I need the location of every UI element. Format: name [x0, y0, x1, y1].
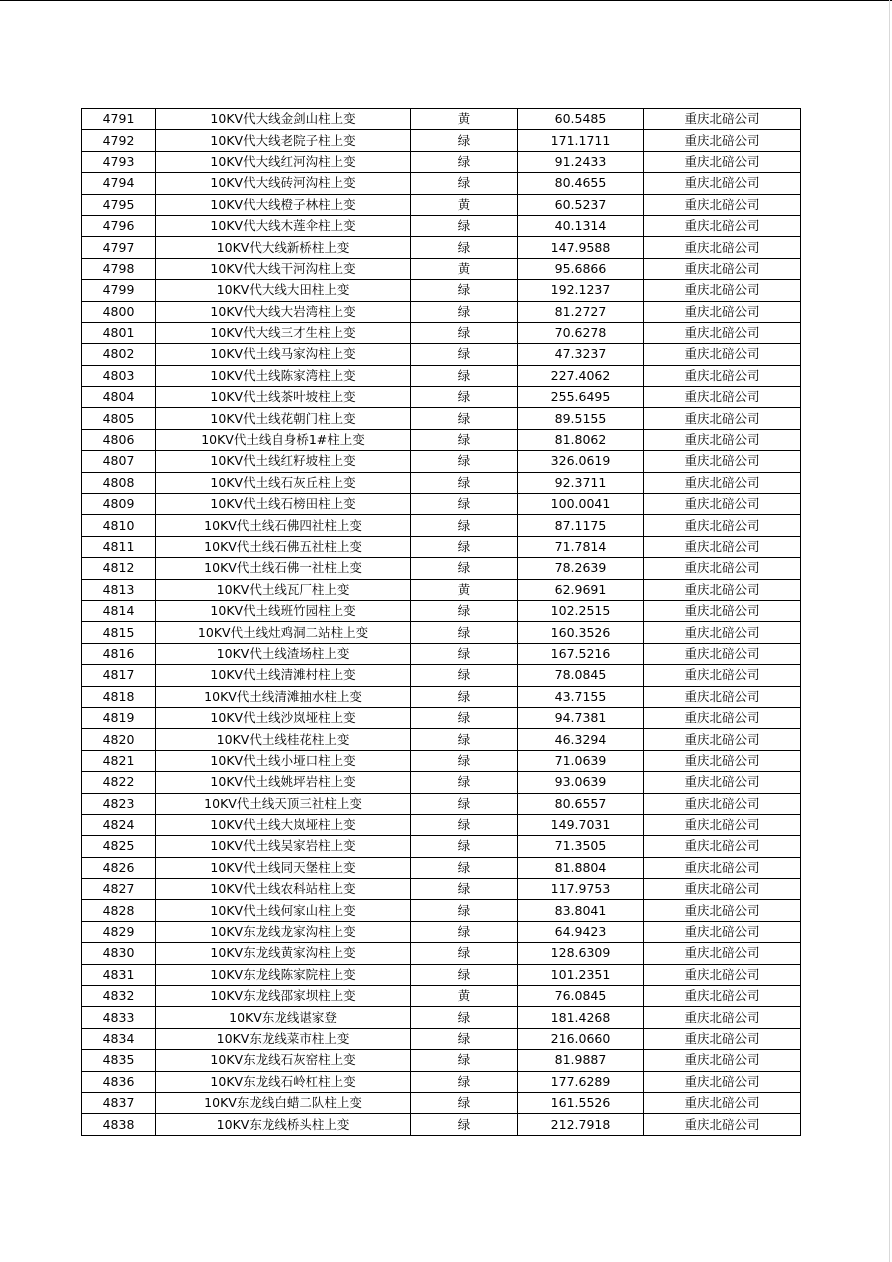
transformer-name-cell: 10KV代大线三才生柱上变	[156, 322, 411, 343]
transformer-name-cell: 10KV代土线自身桥1#柱上变	[156, 429, 411, 450]
row-number-cell: 4810	[82, 515, 156, 536]
status-color-cell: 绿	[411, 750, 518, 771]
status-color-cell: 绿	[411, 814, 518, 835]
row-number-cell: 4831	[82, 964, 156, 985]
status-color-cell: 绿	[411, 536, 518, 557]
value-cell: 128.6309	[518, 943, 644, 964]
company-cell: 重庆北碚公司	[644, 558, 801, 579]
table-row	[82, 921, 801, 942]
row-number-cell: 4821	[82, 750, 156, 771]
row-number-cell: 4819	[82, 707, 156, 728]
row-number-cell: 4793	[82, 151, 156, 172]
transformer-name-cell: 10KV代土线桂花柱上变	[156, 729, 411, 750]
status-color-cell: 绿	[411, 472, 518, 493]
row-number-cell: 4805	[82, 408, 156, 429]
transformer-name-cell: 10KV代土线班竹园柱上变	[156, 600, 411, 621]
company-cell: 重庆北碚公司	[644, 921, 801, 942]
table-row	[82, 943, 801, 964]
value-cell: 81.8804	[518, 857, 644, 878]
status-color-cell: 绿	[411, 515, 518, 536]
value-cell: 40.1314	[518, 215, 644, 236]
row-number-cell: 4797	[82, 237, 156, 258]
table-row	[82, 793, 801, 814]
table-row	[82, 750, 801, 771]
row-number-cell: 4801	[82, 322, 156, 343]
row-number-cell: 4834	[82, 1028, 156, 1049]
transformer-name-cell: 10KV东龙线龙家沟柱上变	[156, 921, 411, 942]
company-cell: 重庆北碚公司	[644, 622, 801, 643]
table-row	[82, 707, 801, 728]
company-cell: 重庆北碚公司	[644, 750, 801, 771]
status-color-cell: 绿	[411, 151, 518, 172]
status-color-cell: 绿	[411, 365, 518, 386]
value-cell: 93.0639	[518, 772, 644, 793]
transformer-name-cell: 10KV代大线大田柱上变	[156, 280, 411, 301]
table-row	[82, 151, 801, 172]
page-top-border	[0, 0, 892, 1]
transformer-name-cell: 10KV东龙线邵家坝柱上变	[156, 986, 411, 1007]
transformer-name-cell: 10KV东龙线白蜡二队柱上变	[156, 1092, 411, 1113]
status-color-cell: 绿	[411, 1028, 518, 1049]
value-cell: 81.8062	[518, 429, 644, 450]
table-row	[82, 665, 801, 686]
value-cell: 216.0660	[518, 1028, 644, 1049]
status-color-cell: 绿	[411, 1007, 518, 1028]
status-color-cell: 绿	[411, 1071, 518, 1092]
status-color-cell: 绿	[411, 600, 518, 621]
value-cell: 212.7918	[518, 1114, 644, 1135]
value-cell: 91.2433	[518, 151, 644, 172]
row-number-cell: 4837	[82, 1092, 156, 1113]
transformer-name-cell: 10KV代土线清滩抽水柱上变	[156, 686, 411, 707]
status-color-cell: 绿	[411, 943, 518, 964]
company-cell: 重庆北碚公司	[644, 387, 801, 408]
value-cell: 192.1237	[518, 280, 644, 301]
transformer-name-cell: 10KV东龙线石灰窑柱上变	[156, 1050, 411, 1071]
company-cell: 重庆北碚公司	[644, 173, 801, 194]
value-cell: 92.3711	[518, 472, 644, 493]
company-cell: 重庆北碚公司	[644, 643, 801, 664]
value-cell: 43.7155	[518, 686, 644, 707]
company-cell: 重庆北碚公司	[644, 301, 801, 322]
value-cell: 78.2639	[518, 558, 644, 579]
value-cell: 47.3237	[518, 344, 644, 365]
company-cell: 重庆北碚公司	[644, 344, 801, 365]
status-color-cell: 绿	[411, 964, 518, 985]
status-color-cell: 绿	[411, 643, 518, 664]
company-cell: 重庆北碚公司	[644, 857, 801, 878]
transformer-name-cell: 10KV代土线花朝门柱上变	[156, 408, 411, 429]
transformer-name-cell: 10KV代土线灶鸡洞二站柱上变	[156, 622, 411, 643]
transformer-name-cell: 10KV代大线大岩湾柱上变	[156, 301, 411, 322]
status-color-cell: 绿	[411, 215, 518, 236]
row-number-cell: 4807	[82, 451, 156, 472]
table-row	[82, 451, 801, 472]
status-color-cell: 绿	[411, 558, 518, 579]
company-cell: 重庆北碚公司	[644, 772, 801, 793]
status-color-cell: 绿	[411, 322, 518, 343]
table-row	[82, 194, 801, 215]
transformer-name-cell: 10KV代土线农科站柱上变	[156, 879, 411, 900]
table-row	[82, 472, 801, 493]
status-color-cell: 绿	[411, 729, 518, 750]
company-cell: 重庆北碚公司	[644, 1114, 801, 1135]
row-number-cell: 4806	[82, 429, 156, 450]
transformer-name-cell: 10KV代土线大岚垭柱上变	[156, 814, 411, 835]
status-color-cell: 绿	[411, 857, 518, 878]
value-cell: 80.4655	[518, 173, 644, 194]
table-row	[82, 130, 801, 151]
row-number-cell: 4822	[82, 772, 156, 793]
company-cell: 重庆北碚公司	[644, 322, 801, 343]
company-cell: 重庆北碚公司	[644, 1028, 801, 1049]
value-cell: 70.6278	[518, 322, 644, 343]
status-color-cell: 绿	[411, 130, 518, 151]
status-color-cell: 绿	[411, 494, 518, 515]
table-row	[82, 280, 801, 301]
status-color-cell: 绿	[411, 921, 518, 942]
row-number-cell: 4836	[82, 1071, 156, 1092]
company-cell: 重庆北碚公司	[644, 237, 801, 258]
value-cell: 71.0639	[518, 750, 644, 771]
transformer-name-cell: 10KV代土线吴家岩柱上变	[156, 836, 411, 857]
company-cell: 重庆北碚公司	[644, 600, 801, 621]
table-row	[82, 301, 801, 322]
company-cell: 重庆北碚公司	[644, 943, 801, 964]
transformer-name-cell: 10KV东龙线黄家沟柱上变	[156, 943, 411, 964]
company-cell: 重庆北碚公司	[644, 900, 801, 921]
row-number-cell: 4800	[82, 301, 156, 322]
transformer-name-cell: 10KV代土线茶叶坡柱上变	[156, 387, 411, 408]
transformer-name-cell: 10KV代土线马家沟柱上变	[156, 344, 411, 365]
row-number-cell: 4838	[82, 1114, 156, 1135]
transformer-name-cell: 10KV代土线何家山柱上变	[156, 900, 411, 921]
status-color-cell: 绿	[411, 836, 518, 857]
table-row	[82, 237, 801, 258]
transformer-name-cell: 10KV代土线石灰丘柱上变	[156, 472, 411, 493]
row-number-cell: 4815	[82, 622, 156, 643]
company-cell: 重庆北碚公司	[644, 1092, 801, 1113]
table-row	[82, 729, 801, 750]
status-color-cell: 绿	[411, 879, 518, 900]
row-number-cell: 4827	[82, 879, 156, 900]
transformer-table	[81, 108, 801, 1136]
transformer-name-cell: 10KV代大线干河沟柱上变	[156, 258, 411, 279]
value-cell: 87.1175	[518, 515, 644, 536]
transformer-name-cell: 10KV代土线清滩村柱上变	[156, 665, 411, 686]
status-color-cell: 绿	[411, 429, 518, 450]
value-cell: 147.9588	[518, 237, 644, 258]
table-row	[82, 1114, 801, 1135]
transformer-name-cell: 10KV代土线姚坪岩柱上变	[156, 772, 411, 793]
company-cell: 重庆北碚公司	[644, 515, 801, 536]
value-cell: 95.6866	[518, 258, 644, 279]
row-number-cell: 4799	[82, 280, 156, 301]
company-cell: 重庆北碚公司	[644, 194, 801, 215]
row-number-cell: 4795	[82, 194, 156, 215]
row-number-cell: 4825	[82, 836, 156, 857]
table-row	[82, 173, 801, 194]
value-cell: 101.2351	[518, 964, 644, 985]
table-row	[82, 986, 801, 1007]
table-row	[82, 515, 801, 536]
row-number-cell: 4823	[82, 793, 156, 814]
table-row	[82, 344, 801, 365]
row-number-cell: 4832	[82, 986, 156, 1007]
table-row	[82, 387, 801, 408]
company-cell: 重庆北碚公司	[644, 472, 801, 493]
transformer-name-cell: 10KV代大线老院子柱上变	[156, 130, 411, 151]
value-cell: 60.5485	[518, 109, 644, 130]
value-cell: 102.2515	[518, 600, 644, 621]
row-number-cell: 4803	[82, 365, 156, 386]
status-color-cell: 绿	[411, 707, 518, 728]
page-right-edge	[889, 0, 890, 1262]
row-number-cell: 4798	[82, 258, 156, 279]
transformer-name-cell: 10KV代大线红河沟柱上变	[156, 151, 411, 172]
value-cell: 60.5237	[518, 194, 644, 215]
row-number-cell: 4818	[82, 686, 156, 707]
table-row	[82, 322, 801, 343]
company-cell: 重庆北碚公司	[644, 729, 801, 750]
value-cell: 227.4062	[518, 365, 644, 386]
transformer-name-cell: 10KV代土线天顶三社柱上变	[156, 793, 411, 814]
table-body	[82, 109, 801, 1136]
value-cell: 78.0845	[518, 665, 644, 686]
value-cell: 62.9691	[518, 579, 644, 600]
value-cell: 171.1711	[518, 130, 644, 151]
row-number-cell: 4835	[82, 1050, 156, 1071]
table-row	[82, 494, 801, 515]
company-cell: 重庆北碚公司	[644, 836, 801, 857]
company-cell: 重庆北碚公司	[644, 986, 801, 1007]
status-color-cell: 绿	[411, 665, 518, 686]
value-cell: 160.3526	[518, 622, 644, 643]
table-row	[82, 1007, 801, 1028]
table-row	[82, 365, 801, 386]
table-row	[82, 579, 801, 600]
table-row	[82, 109, 801, 130]
row-number-cell: 4824	[82, 814, 156, 835]
value-cell: 83.8041	[518, 900, 644, 921]
status-color-cell: 绿	[411, 280, 518, 301]
company-cell: 重庆北碚公司	[644, 814, 801, 835]
company-cell: 重庆北碚公司	[644, 408, 801, 429]
row-number-cell: 4792	[82, 130, 156, 151]
table-row	[82, 429, 801, 450]
value-cell: 326.0619	[518, 451, 644, 472]
transformer-name-cell: 10KV代大线砖河沟柱上变	[156, 173, 411, 194]
table-row	[82, 772, 801, 793]
table-row	[82, 814, 801, 835]
table-row	[82, 900, 801, 921]
transformer-name-cell: 10KV代大线木莲伞柱上变	[156, 215, 411, 236]
status-color-cell: 绿	[411, 1092, 518, 1113]
row-number-cell: 4791	[82, 109, 156, 130]
row-number-cell: 4812	[82, 558, 156, 579]
table-row	[82, 964, 801, 985]
company-cell: 重庆北碚公司	[644, 1050, 801, 1071]
transformer-name-cell: 10KV代土线红籽坡柱上变	[156, 451, 411, 472]
table-row	[82, 857, 801, 878]
transformer-name-cell: 10KV代土线石佛一社柱上变	[156, 558, 411, 579]
table-row	[82, 600, 801, 621]
value-cell: 71.7814	[518, 536, 644, 557]
row-number-cell: 4802	[82, 344, 156, 365]
row-number-cell: 4816	[82, 643, 156, 664]
company-cell: 重庆北碚公司	[644, 451, 801, 472]
value-cell: 100.0041	[518, 494, 644, 515]
value-cell: 46.3294	[518, 729, 644, 750]
company-cell: 重庆北碚公司	[644, 258, 801, 279]
company-cell: 重庆北碚公司	[644, 879, 801, 900]
company-cell: 重庆北碚公司	[644, 215, 801, 236]
row-number-cell: 4814	[82, 600, 156, 621]
table-row	[82, 643, 801, 664]
transformer-name-cell: 10KV东龙线桥头柱上变	[156, 1114, 411, 1135]
value-cell: 94.7381	[518, 707, 644, 728]
transformer-name-cell: 10KV东龙线陈家院柱上变	[156, 964, 411, 985]
status-color-cell: 黄	[411, 109, 518, 130]
value-cell: 161.5526	[518, 1092, 644, 1113]
transformer-name-cell: 10KV东龙线谌家登	[156, 1007, 411, 1028]
value-cell: 81.2727	[518, 301, 644, 322]
transformer-name-cell: 10KV代土线渣场柱上变	[156, 643, 411, 664]
value-cell: 149.7031	[518, 814, 644, 835]
row-number-cell: 4794	[82, 173, 156, 194]
table-row	[82, 879, 801, 900]
status-color-cell: 绿	[411, 237, 518, 258]
value-cell: 71.3505	[518, 836, 644, 857]
company-cell: 重庆北碚公司	[644, 1007, 801, 1028]
row-number-cell: 4828	[82, 900, 156, 921]
row-number-cell: 4808	[82, 472, 156, 493]
transformer-name-cell: 10KV代土线石榜田柱上变	[156, 494, 411, 515]
value-cell: 64.9423	[518, 921, 644, 942]
row-number-cell: 4813	[82, 579, 156, 600]
row-number-cell: 4826	[82, 857, 156, 878]
company-cell: 重庆北碚公司	[644, 964, 801, 985]
company-cell: 重庆北碚公司	[644, 579, 801, 600]
status-color-cell: 绿	[411, 301, 518, 322]
status-color-cell: 绿	[411, 344, 518, 365]
table-row	[82, 1071, 801, 1092]
company-cell: 重庆北碚公司	[644, 109, 801, 130]
status-color-cell: 绿	[411, 686, 518, 707]
status-color-cell: 黄	[411, 986, 518, 1007]
company-cell: 重庆北碚公司	[644, 365, 801, 386]
company-cell: 重庆北碚公司	[644, 686, 801, 707]
status-color-cell: 黄	[411, 258, 518, 279]
status-color-cell: 黄	[411, 194, 518, 215]
row-number-cell: 4796	[82, 215, 156, 236]
transformer-name-cell: 10KV东龙线菜市柱上变	[156, 1028, 411, 1049]
row-number-cell: 4809	[82, 494, 156, 515]
value-cell: 181.4268	[518, 1007, 644, 1028]
transformer-name-cell: 10KV代土线瓦厂柱上变	[156, 579, 411, 600]
value-cell: 89.5155	[518, 408, 644, 429]
row-number-cell: 4829	[82, 921, 156, 942]
company-cell: 重庆北碚公司	[644, 429, 801, 450]
transformer-name-cell: 10KV代大线金剑山柱上变	[156, 109, 411, 130]
status-color-cell: 绿	[411, 793, 518, 814]
row-number-cell: 4820	[82, 729, 156, 750]
transformer-name-cell: 10KV代土线石佛五社柱上变	[156, 536, 411, 557]
transformer-name-cell: 10KV东龙线石岭杠柱上变	[156, 1071, 411, 1092]
company-cell: 重庆北碚公司	[644, 280, 801, 301]
status-color-cell: 黄	[411, 579, 518, 600]
status-color-cell: 绿	[411, 900, 518, 921]
company-cell: 重庆北碚公司	[644, 151, 801, 172]
table-row	[82, 1028, 801, 1049]
status-color-cell: 绿	[411, 173, 518, 194]
company-cell: 重庆北碚公司	[644, 130, 801, 151]
status-color-cell: 绿	[411, 451, 518, 472]
transformer-name-cell: 10KV代土线陈家湾柱上变	[156, 365, 411, 386]
status-color-cell: 绿	[411, 408, 518, 429]
value-cell: 117.9753	[518, 879, 644, 900]
company-cell: 重庆北碚公司	[644, 793, 801, 814]
company-cell: 重庆北碚公司	[644, 665, 801, 686]
value-cell: 255.6495	[518, 387, 644, 408]
table-row	[82, 1050, 801, 1071]
transformer-name-cell: 10KV代土线石佛四社柱上变	[156, 515, 411, 536]
value-cell: 76.0845	[518, 986, 644, 1007]
company-cell: 重庆北碚公司	[644, 494, 801, 515]
row-number-cell: 4830	[82, 943, 156, 964]
status-color-cell: 绿	[411, 772, 518, 793]
company-cell: 重庆北碚公司	[644, 536, 801, 557]
status-color-cell: 绿	[411, 1114, 518, 1135]
value-cell: 80.6557	[518, 793, 644, 814]
transformer-name-cell: 10KV代土线沙岚垭柱上变	[156, 707, 411, 728]
table-row	[82, 258, 801, 279]
status-color-cell: 绿	[411, 387, 518, 408]
table-row	[82, 215, 801, 236]
company-cell: 重庆北碚公司	[644, 707, 801, 728]
table-row	[82, 622, 801, 643]
value-cell: 167.5216	[518, 643, 644, 664]
status-color-cell: 绿	[411, 1050, 518, 1071]
table-row	[82, 836, 801, 857]
value-cell: 81.9887	[518, 1050, 644, 1071]
table-row	[82, 536, 801, 557]
table-row	[82, 686, 801, 707]
row-number-cell: 4817	[82, 665, 156, 686]
transformer-name-cell: 10KV代大线新桥柱上变	[156, 237, 411, 258]
row-number-cell: 4833	[82, 1007, 156, 1028]
status-color-cell: 绿	[411, 622, 518, 643]
company-cell: 重庆北碚公司	[644, 1071, 801, 1092]
transformer-name-cell: 10KV代大线橙子林柱上变	[156, 194, 411, 215]
transformer-name-cell: 10KV代土线同天堡柱上变	[156, 857, 411, 878]
row-number-cell: 4811	[82, 536, 156, 557]
value-cell: 177.6289	[518, 1071, 644, 1092]
table-row	[82, 1092, 801, 1113]
row-number-cell: 4804	[82, 387, 156, 408]
transformer-name-cell: 10KV代土线小垭口柱上变	[156, 750, 411, 771]
table-row	[82, 558, 801, 579]
table-row	[82, 408, 801, 429]
